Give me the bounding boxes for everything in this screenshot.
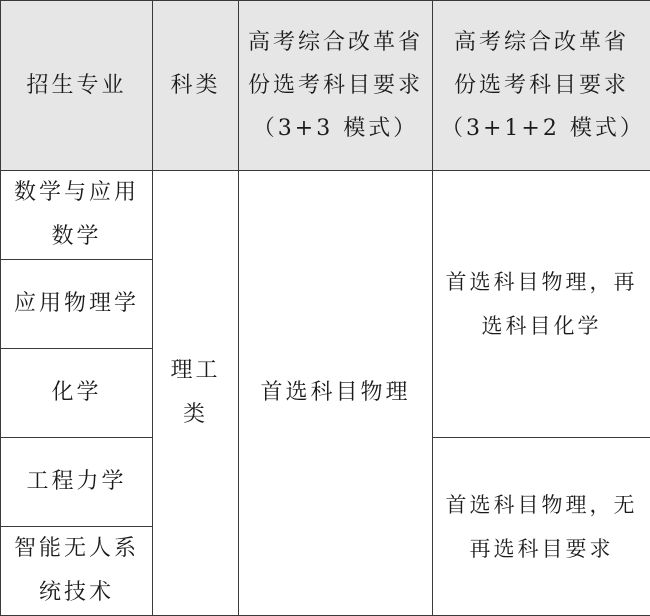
mode-3-3-value-cell: 首选科目物理 (239, 171, 433, 616)
major-cell: 工程力学 (1, 438, 153, 527)
major-cell: 智能无人系 统技术 (1, 527, 153, 616)
header-row (1, 1, 650, 171)
category-cell: 理工 类 (153, 171, 239, 616)
header-major: 招生专业 (1, 1, 153, 171)
header-mode-3-1-2: 高考综合改革省 份选考科目要求 （3+1+2 模式） (433, 1, 650, 171)
mode-3-1-2-group1-cell: 首选科目物理，再 选科目化学 (433, 171, 650, 438)
major-cell: 化学 (1, 349, 153, 438)
header-mode-3-3: 高考综合改革省 份选考科目要求 （3+3 模式） (239, 1, 433, 171)
table-row (1, 171, 650, 260)
major-cell: 数学与应用 数学 (1, 171, 153, 260)
header-category: 科类 (153, 1, 239, 171)
mode-3-1-2-group2-cell: 首选科目物理，无 再选科目要求 (433, 438, 650, 616)
major-cell: 应用物理学 (1, 260, 153, 349)
